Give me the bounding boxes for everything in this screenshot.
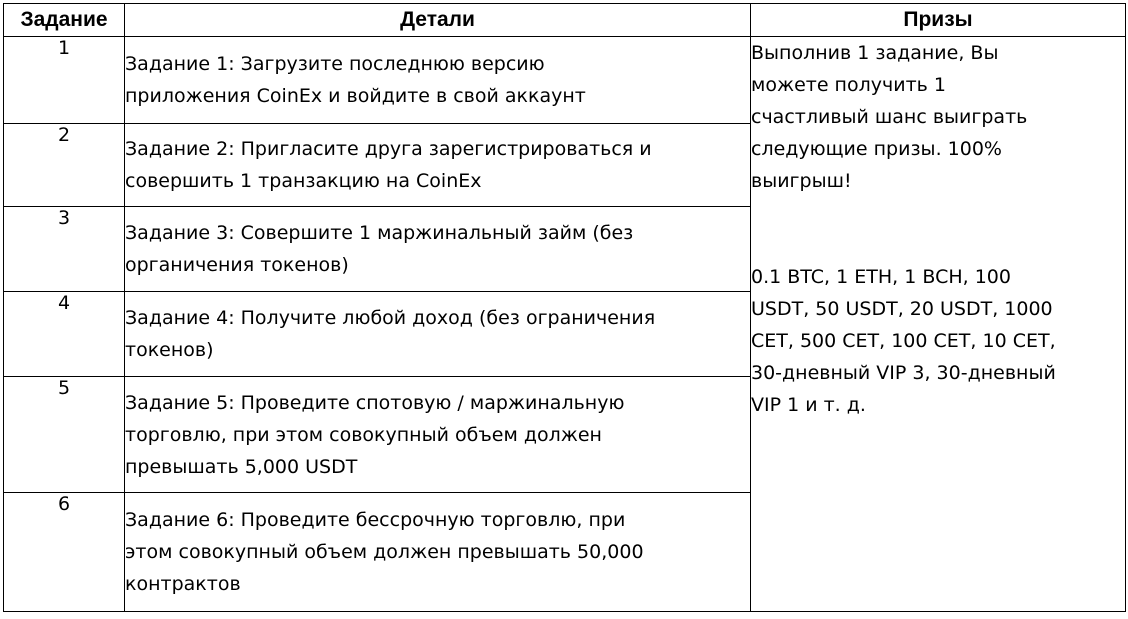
header-prizes: Призы [751, 4, 1126, 37]
prizes-list [751, 261, 1125, 421]
task-detail-line: Задание 4: Получите любой доход (без ограничения [125, 307, 656, 329]
task-detail-line: токенов) [125, 339, 214, 361]
task-number: 6 [4, 493, 125, 612]
task-detail-line: совершить 1 транзакцию на CoinEx [125, 170, 482, 192]
task-detail-line: превышать 5,000 USDT [125, 455, 358, 478]
prizes-list-line: CET, 500 CET, 100 CET, 10 CET, [751, 330, 1056, 352]
task-detail-line: Задание 6: Проведите бессрочную торговлю, при [125, 509, 626, 531]
task-detail-line: контрактов [125, 573, 241, 595]
task-detail-line: Задание 3: Совершите 1 маржинальный займ (без [125, 222, 634, 244]
tasks-table [3, 3, 1126, 612]
prizes-intro-line: счастливый шанс выиграть [751, 106, 1028, 128]
task-detail-line: Задание 1: Загрузите последнюю версию [125, 53, 545, 75]
task-detail-line: Задание 2: Пригласите друга зарегистрироваться и [125, 138, 652, 160]
header-row [4, 4, 1126, 37]
prizes-intro-line: выигрыш! [751, 170, 852, 192]
task-detail [125, 124, 751, 207]
task-detail-line: приложения CoinEx и войдите в свой аккаунт [125, 85, 586, 107]
prizes-list-line: 0.1 BTC, 1 ETH, 1 BCH, 100 [751, 266, 1011, 288]
prizes-list-line: USDT, 50 USDT, 20 USDT, 1000 [751, 298, 1053, 320]
prizes-list-line: VIP 1 и т. д. [751, 394, 866, 416]
prizes-intro-line: можете получить 1 [751, 74, 946, 96]
task-detail-line: торговлю, при этом совокупный объем должен [125, 423, 602, 446]
prizes-spacer [751, 197, 1125, 261]
task-detail [125, 377, 751, 493]
header-details: Детали [125, 4, 751, 37]
task-number: 1 [4, 37, 125, 124]
task-detail [125, 207, 751, 292]
prizes-intro-line: следующие призы. 100% [751, 138, 1002, 160]
prizes-intro-line: Выполнив 1 задание, Вы [751, 42, 999, 64]
task-detail-line: Задание 5: Проведите спотовую / маржинальную [125, 391, 625, 414]
prizes-list-line: 30-дневный VIP 3, 30-дневный [751, 362, 1056, 384]
task-detail [125, 493, 751, 612]
task-detail-line: этом совокупный объем должен превышать 50,000 [125, 541, 644, 563]
task-number: 5 [4, 377, 125, 493]
task-row [4, 37, 1126, 124]
prizes-intro [751, 37, 1125, 197]
task-number: 4 [4, 292, 125, 377]
task-number: 2 [4, 124, 125, 207]
task-number: 3 [4, 207, 125, 292]
task-detail-line: органичения токенов) [125, 254, 349, 276]
header-task: Задание [4, 4, 125, 37]
task-detail [125, 37, 751, 124]
prizes-cell [751, 37, 1126, 612]
task-detail [125, 292, 751, 377]
